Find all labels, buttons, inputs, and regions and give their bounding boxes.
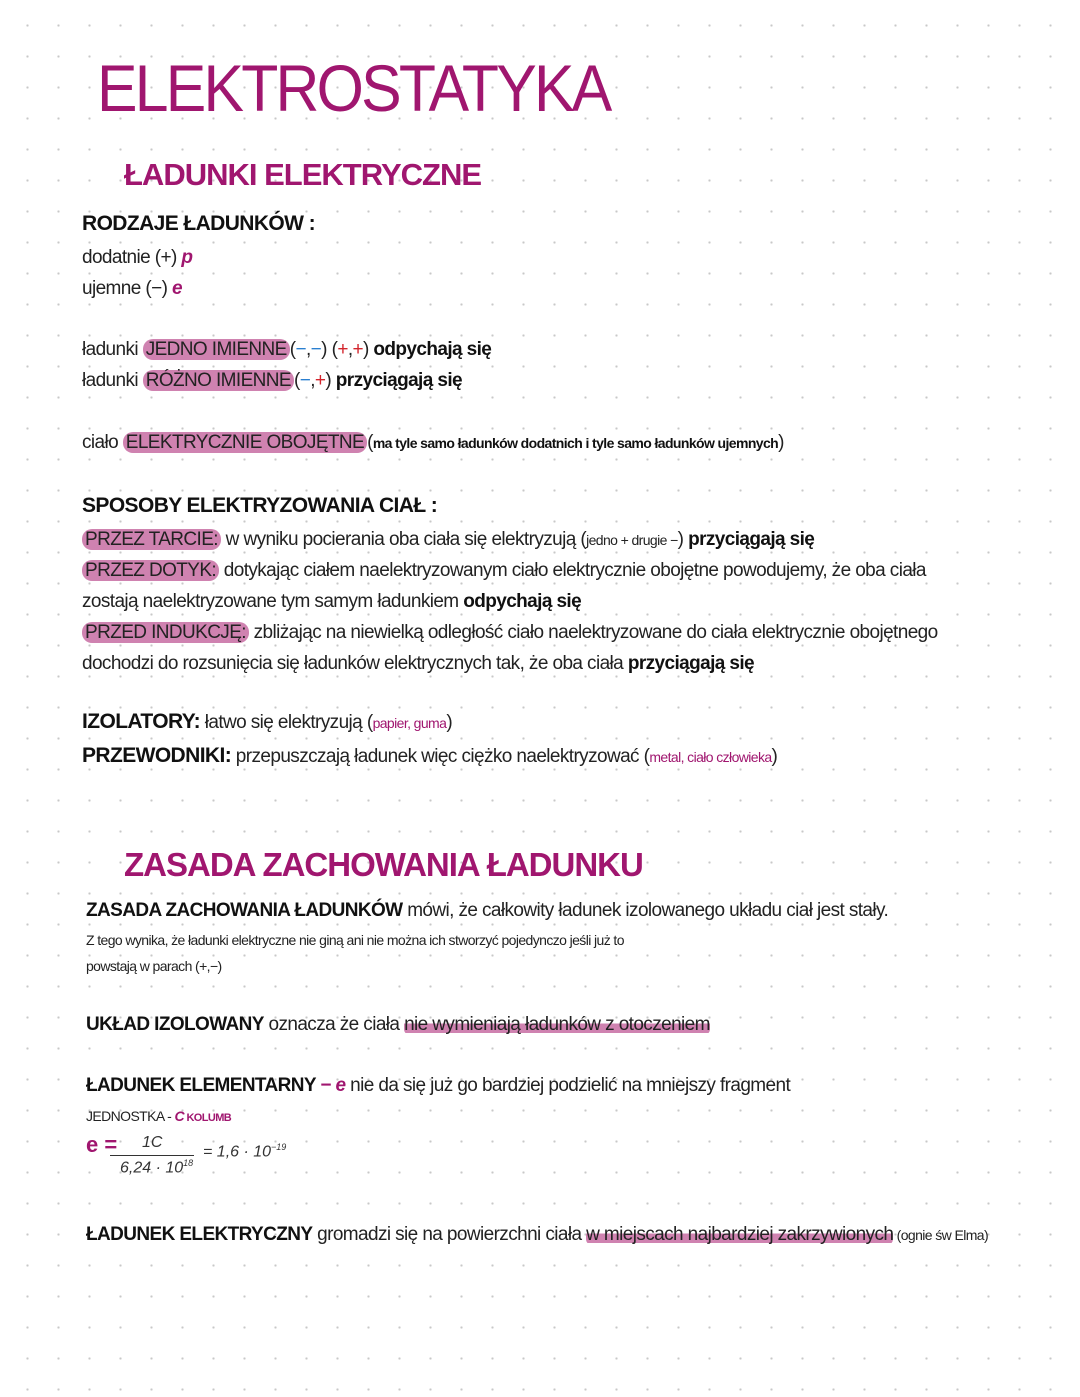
text: dochodzi do rozsunięcia się ładunków elektrycznych tak, że oba ciała [82,653,628,674]
bold: odpychają się [463,591,582,612]
label: ZASADA ZACHOWANIA ŁADUNKÓW [86,900,403,921]
note: jedno + drugie − [586,532,678,548]
symbol: e [172,278,183,299]
exp: −19 [271,1142,287,1152]
elementary-charge [86,1074,790,1098]
text: gromadzi się na powierzchni ciała [312,1224,587,1245]
examples: papier, guma [372,715,447,731]
t: ) [778,432,784,453]
t: ( [367,432,373,453]
plus: + [337,339,348,360]
t: = 1,6 · 10 [203,1143,272,1161]
plus: + [314,370,326,391]
denominator [120,1158,193,1177]
t: ) ( [321,339,338,360]
text: dotykając ciałem naelektryzowanym ciało elektrycznie obojętne powodujemy, że oba ciała [219,560,926,581]
bold: przyciągają się [688,529,815,550]
method-contact-cont [82,590,581,614]
text: przepuszczają ładunek więc ciężko naelektryzować ( [231,746,650,767]
t: ) [325,370,336,391]
conservation-note-1: Z tego wynika, że ładunki elektryczne nie giną ani nie można ich stworzyć pojedynczo jeśli już to [86,932,624,948]
text: JEDNOSTKA - [86,1108,175,1124]
text: w wyniku pocierania oba ciała się elektryzują ( [220,529,587,550]
unit-line [86,1104,231,1130]
t: ) [771,746,778,767]
conservation-note-2: powstają w parach (+,−) [86,958,222,974]
text: ładunki [82,339,143,360]
examples: metal, ciało człowieka [649,749,772,765]
conservation-law [86,899,888,923]
label: UKŁAD IZOLOWANY [86,1014,264,1035]
t: ) [446,712,453,733]
fraction-bar [110,1155,194,1156]
highlight: ELEKTRYCZNIE OBOJĘTNE [123,432,367,453]
text: zbliżając na niewielką odległość ciało naelektryzowane do ciała elektrycznie obojętnego [248,622,938,643]
bold: przyciągają się [627,653,755,674]
numerator: 1C [142,1134,163,1151]
t: ) [363,339,374,360]
label: PRZEWODNIKI: [82,744,232,767]
text: dodatnie (+) [82,247,177,268]
method-contact [82,559,926,583]
exp: 18 [183,1158,194,1168]
minus: − [295,339,306,360]
symbol: p [181,247,193,268]
t: ( [289,339,296,360]
section-heading-charges: ŁADUNKI ELEKTRYCZNE [124,157,482,192]
section-heading-conservation: ZASADA ZACHOWANIA ŁADUNKU [124,846,643,883]
t: , [305,339,311,360]
text: ujemne (−) [82,278,168,299]
unit-name: KOLUMB [184,1112,232,1124]
label: ŁADUNEK ELEMENTARNY [86,1075,316,1096]
text: łatwo się elektryzują ( [200,712,373,733]
method-friction [82,528,814,552]
neutral-line [82,431,784,455]
highlight: nie wymieniają ładunków z otoczeniem [404,1014,710,1035]
minus: − [299,370,311,391]
highlight: w miejscach najbardziej zakrzywionych [586,1224,894,1245]
highlight: RÓŻNO IMIENNE [143,370,294,391]
text: ładunki [82,370,143,391]
text: mówi, że całkowity ładunek izolowanego układu ciał jest stały. [402,900,889,921]
label: ŁADUNEK ELEKTRYCZNY [86,1224,313,1245]
positive-line [82,246,192,270]
text: ciało [82,432,123,453]
plus: + [352,339,363,360]
text: nie da się już go bardziej podzielić na mniejszy fragment [345,1075,791,1096]
note: (ognie św Elma) [893,1227,989,1243]
unlike-charges-line [82,369,462,393]
insulators-line [82,710,452,735]
highlight: JEDNO IMIENNE [143,339,290,360]
highlight: PRZEZ DOTYK: [82,560,219,581]
note: ma tyle samo ładunków dodatnich i tyle samo ładunków ujemnych [372,435,779,451]
symbol: C [174,1108,184,1124]
method-induction-cont [82,652,754,676]
methods-heading: SPOSOBY ELEKTRYZOWANIA CIAŁ : [82,494,438,517]
formula-e: e = [86,1132,118,1157]
text: oznacza że ciała [263,1014,405,1035]
bold: przyciągają się [335,370,462,391]
t: , [310,370,315,391]
types-heading: RODZAJE ŁADUNKÓW : [82,212,316,235]
highlight: PRZED INDUKCJĘ: [82,622,249,643]
isolated-system [86,1013,710,1037]
like-charges-line [82,338,491,362]
conductors-line [82,744,777,769]
highlight: PRZEZ TARCIE: [82,529,221,550]
electric-charge [86,1223,988,1247]
t: ( [293,370,300,391]
t: ) [677,529,689,550]
t: 6,24 · 10 [120,1159,184,1177]
label: IZOLATORY: [82,710,201,733]
result [203,1142,286,1161]
minus: − [310,339,322,360]
symbol: e [335,1075,346,1096]
text: zostają naelektryzowane tym samym ładunkiem [82,591,464,612]
negative-line [82,277,182,301]
bold: odpychają się [373,339,492,360]
t: − [315,1075,336,1096]
method-induction [82,621,938,645]
page-title: ELEKTROSTATYKA [97,51,610,125]
t: , [347,339,353,360]
